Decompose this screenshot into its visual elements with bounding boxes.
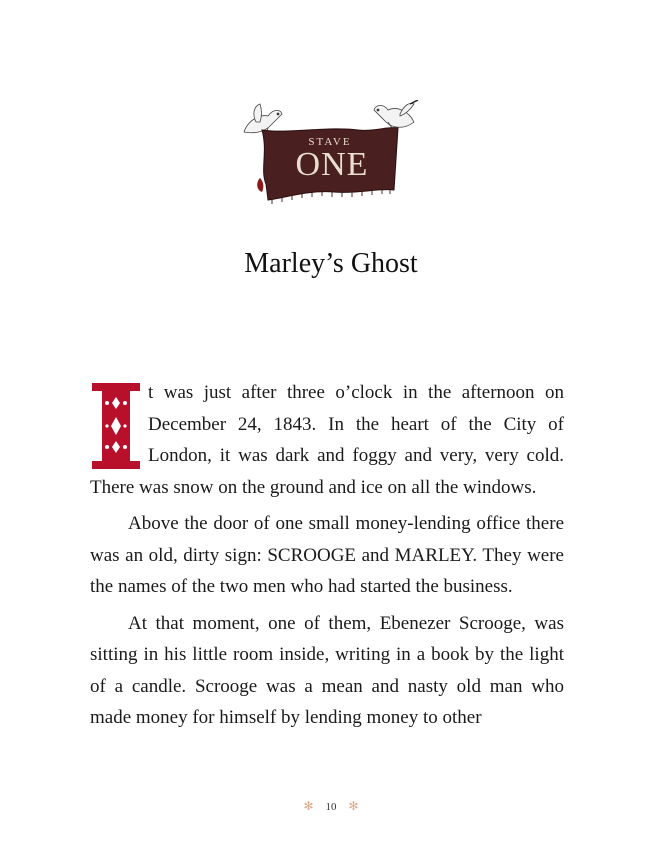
dropcap — [90, 381, 142, 471]
paragraph-1: t was just after three o’clock in the afternoon on December 24, 1843. In the heart of the City of London, it was dark and foggy and very, very cold. There was snow on the ground and ice on all the windows. — [90, 382, 564, 498]
page-number: 10 — [325, 801, 337, 813]
ornament-left-icon: ✻ — [303, 799, 314, 813]
paragraph-2: Above the door of one small money-lending office there was an old, dirty sign: SCROOGE and MARLEY. They were the names of the two men who had started the business. — [90, 513, 564, 597]
page-footer — [0, 799, 662, 814]
dropcap-i-icon — [90, 381, 142, 471]
body-text — [90, 377, 564, 734]
stave-label: STAVE — [308, 136, 352, 148]
stave-number: ONE — [295, 146, 369, 183]
chapter-title: Marley’s Ghost — [244, 248, 418, 279]
banner-label — [278, 128, 378, 188]
paragraph-3: At that moment, one of them, Ebenezer Scrooge, was sitting in his little room inside, writing in a book by the light of a candle. Scrooge was a mean and nasty old man who made money for himself by lending money to other — [90, 612, 564, 728]
stave-banner — [238, 100, 420, 205]
ornament-right-icon: ✻ — [348, 799, 359, 813]
